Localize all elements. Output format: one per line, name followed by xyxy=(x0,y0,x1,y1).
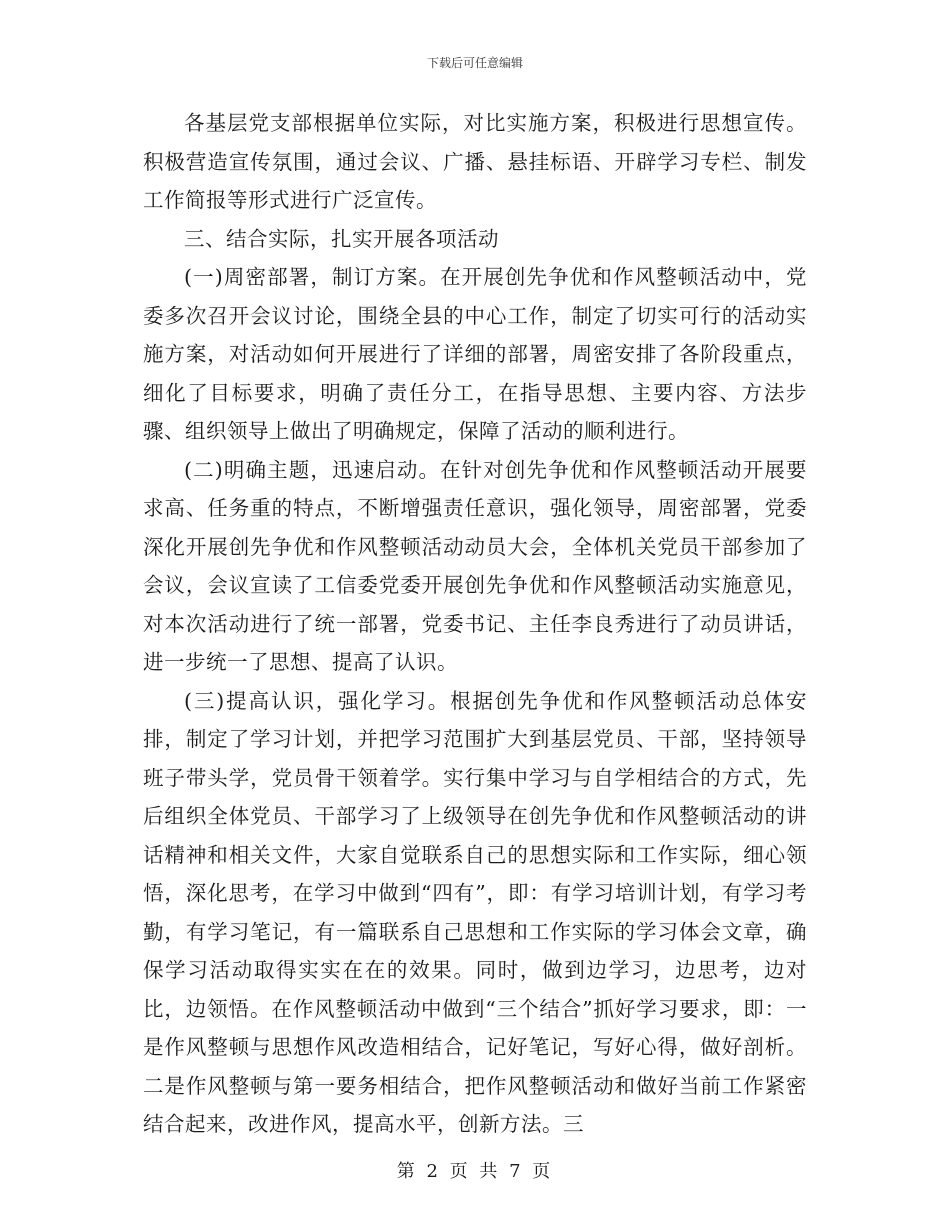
paragraph-item-2: (二)明确主题，迅速启动。在针对创先争优和作风整顿活动开展要求高、任务重的特点，不断增强责任意识，强化领导，周密部署，党委深化开展创先争优和作风整顿活动动员大会，全体机关党员干部参加了会议，会议宣读了工信委党委开展创先争优和作风整顿活动实施意见，对本次活动进行了统一部署，党委书记、主任李良秀进行了动员讲话，进一步统一了思想、提高了认识。 xyxy=(143,457,807,674)
document-body xyxy=(143,104,807,1144)
section-heading-3: 三、结合实际，扎实开展各项活动 xyxy=(184,226,499,251)
paragraph-publicity: 各基层党支部根据单位实际，对比实施方案，积极进行思想宣传。积极营造宣传氛围，通过会议、广播、悬挂标语、开辟学习专栏、制发工作简报等形式进行广泛宣传。 xyxy=(143,111,807,212)
header-note: 下载后可任意编辑 xyxy=(426,56,523,70)
paragraph-item-1: (一)周密部署，制订方案。在开展创先争优和作风整顿活动中，党委多次召开会议讨论，围绕全县的中心工作，制定了切实可行的活动实施方案，对活动如何开展进行了详细的部署，周密安排了各阶段重点，细化了目标要求，明确了责任分工，在指导思想、主要内容、方法步骤、组织领导上做出了明确规定，保障了活动的顺利进行。 xyxy=(143,265,807,443)
page-number: 第 2 页 共 7 页 xyxy=(396,1161,554,1182)
paragraph-item-3: (三)提高认识，强化学习。根据创先争优和作风整顿活动总体安排，制定了学习计划，并把学习范围扩大到基层党员、干部，坚持领导班子带头学，党员骨干领着学。实行集中学习与自学相结合的方式，先后组织全体党员、干部学习了上级领导在创先争优和作风整顿活动的讲话精神和相关文件，大家自觉联系自己的思想实际和工作实际，细心领悟，深化思考，在学习中做到“四有”，即：有学习培训计划，有学习考勤，有学习笔记，有一篇联系自己思想和工作实际的学习体会文章，确保学习活动取得实实在在的效果。同时，做到边学习，边思考，边对比，边领悟。在作风整顿活动中做到“三个结合”抓好学习要求，即：一是作风整顿与思想作风改造相结合，记好笔记，写好心得，做好剖析。二是作风整顿与第一要务相结合，把作风整顿活动和做好当前工作紧密结合起来，改进作风，提高水平，创新方法。三 xyxy=(143,688,807,1136)
